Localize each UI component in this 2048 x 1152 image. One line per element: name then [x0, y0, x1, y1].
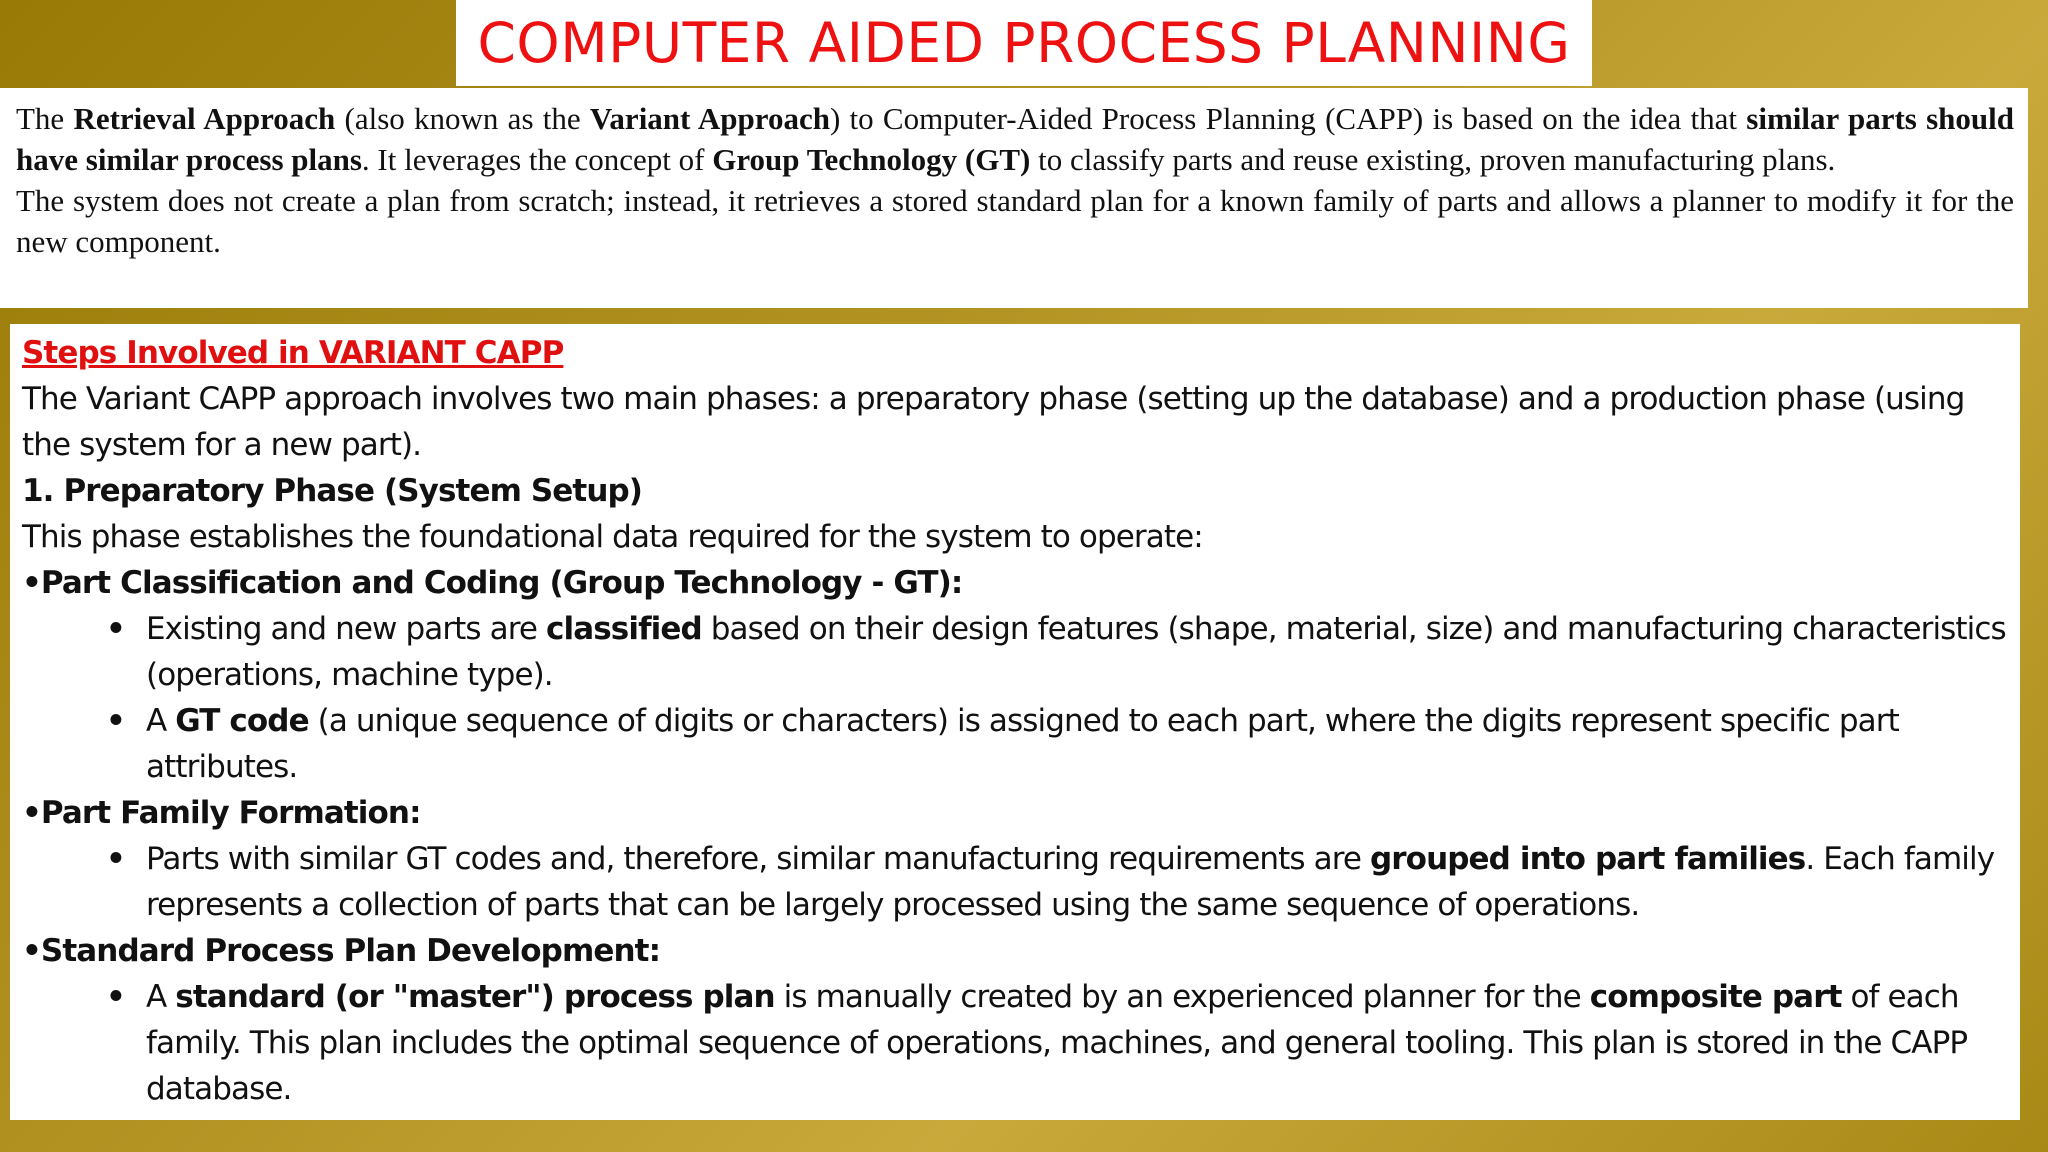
text-bullet-run: . Each family represents a collection of parts that can be largely processed using the same sequence of operations. — [146, 841, 1995, 923]
slide-title: COMPUTER AIDED PROCESS PLANNING — [477, 11, 1571, 75]
subsection-title-text: •Standard Process Plan Development: — [22, 933, 661, 969]
bold-bullet-run: GT code — [175, 703, 309, 739]
section-heading: Steps Involved in VARIANT CAPP — [22, 335, 564, 371]
main-content-panel — [10, 324, 2020, 1120]
bold-bullet-run: classified — [546, 611, 702, 647]
text-bullet-run: of each family. This plan includes the optimal sequence of operations, machines, and general tooling. This plan is stored in the CAPP database. — [146, 979, 1968, 1107]
text-bullet-run: A — [146, 703, 176, 739]
bullet-icon: • — [106, 611, 125, 647]
text-bullet-run: Parts with similar GT codes and, therefore, similar manufacturing requirements are — [146, 841, 1370, 877]
intro-panel — [0, 88, 2028, 308]
subsection-title — [22, 928, 2008, 974]
overview-text: The Variant CAPP approach involves two main phases: a preparatory phase (setting up the database) and a production phase (using the system for a new part). — [22, 381, 1965, 463]
text-bullet-run: based on their design features (shape, material, size) and manufacturing characteristics (operations, machine type). — [146, 611, 2006, 693]
bullet-icon: • — [106, 841, 125, 877]
intro-paragraph-2: The system does not create a plan from scratch; instead, it retrieves a stored standard plan for a known family of parts and allows a planner to modify it for the new component. — [16, 183, 2014, 259]
subsection-title — [22, 790, 2008, 836]
text-intro-run: . It leverages the concept of — [361, 142, 713, 177]
bullet-item — [22, 698, 2008, 790]
phase-description: This phase establishes the foundational data required for the system to operate: — [22, 519, 1203, 555]
title-banner — [456, 0, 1592, 86]
text-bullet-run: A — [146, 979, 176, 1015]
bold-bullet-run: composite part — [1589, 979, 1842, 1015]
bullet-item — [22, 836, 2008, 928]
bold-intro-run: Variant Approach — [589, 101, 830, 136]
bullet-item — [22, 974, 2008, 1112]
text-bullet-run: Existing and new parts are — [146, 611, 547, 647]
subsection-title — [22, 560, 2008, 606]
bold-bullet-run: standard (or "master") process plan — [175, 979, 775, 1015]
bold-intro-run: Retrieval Approach — [73, 101, 336, 136]
text-intro-run: ) to Computer-Aided Process Planning (CAPP) is based on the idea that — [829, 101, 1747, 136]
text-bullet-run: is manually created by an experienced planner for the — [774, 979, 1590, 1015]
text-intro-run: The — [16, 101, 74, 136]
bold-bullet-run: grouped into part families — [1370, 841, 1806, 877]
subsection-title-text: •Part Classification and Coding (Group Technology - GT): — [22, 565, 963, 601]
text-intro-run: (also known as the — [335, 101, 590, 136]
subsection-title-text: •Part Family Formation: — [22, 795, 421, 831]
text-intro-run: to classify parts and reuse existing, proven manufacturing plans. — [1030, 142, 1836, 177]
bullet-item — [22, 606, 2008, 698]
intro-paragraph-1 — [16, 98, 2014, 180]
bold-intro-run: similar parts should have similar process plans — [16, 101, 2014, 177]
section-list — [22, 560, 2008, 1112]
bold-intro-run: Group Technology (GT) — [712, 142, 1031, 177]
bullet-icon: • — [106, 703, 125, 739]
text-bullet-run: (a unique sequence of digits or characters) is assigned to each part, where the digits represent specific part attributes. — [146, 703, 1899, 785]
phase-title: 1. Preparatory Phase (System Setup) — [22, 473, 643, 509]
bullet-icon: • — [106, 979, 125, 1015]
